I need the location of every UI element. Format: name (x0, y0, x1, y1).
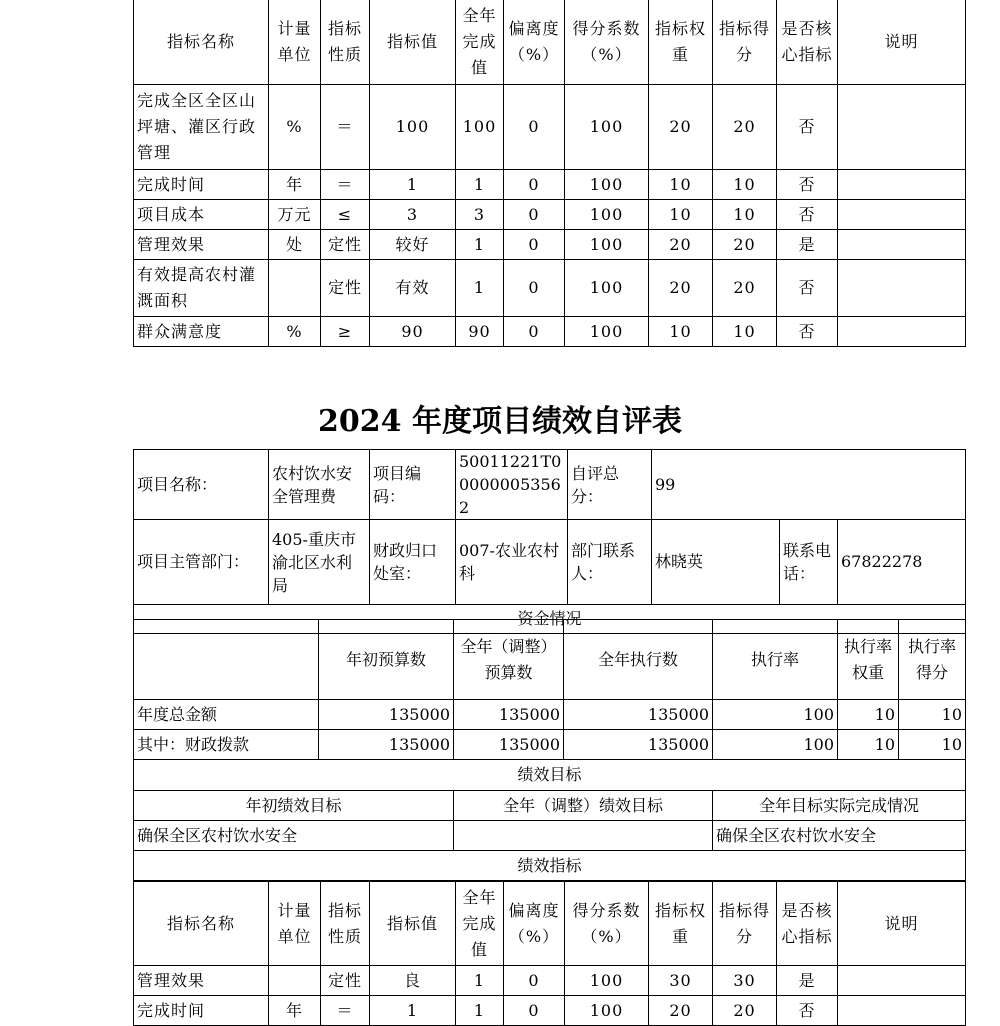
indicator-nature: 定性 (321, 230, 370, 260)
indicator-name: 完成时间 (134, 170, 269, 200)
indicator-weight: 10 (649, 317, 713, 347)
header-core: 是否核心指标 (777, 0, 838, 85)
header-done: 全年完成值 (456, 882, 504, 966)
indicator-value: 1 (370, 170, 456, 200)
indicator-unit: % (269, 85, 321, 170)
indicator-coef: 100 (565, 85, 649, 170)
funds-section-title: 资金情况 (134, 605, 966, 634)
contact-value: 林晓英 (652, 520, 780, 605)
indicator-score: 20 (713, 230, 777, 260)
header-score: 指标得分 (713, 0, 777, 85)
header-nature: 指标性质 (321, 882, 370, 966)
table-row (134, 200, 966, 230)
indicator-value: 1 (370, 996, 456, 1026)
indicator-nature: ＝ (321, 85, 370, 170)
project-info-table (133, 449, 966, 634)
indicator-note (838, 200, 966, 230)
funds-rate: 100 (713, 700, 838, 730)
header-coef: 得分系数（%） (565, 882, 649, 966)
indicator-core: 是 (777, 230, 838, 260)
goals-adjusted-value (454, 821, 713, 851)
indicator-note (838, 170, 966, 200)
indicator-weight: 30 (649, 966, 713, 996)
funds-adjusted: 135000 (454, 700, 564, 730)
indicator-done: 90 (456, 317, 504, 347)
indicator-done: 1 (456, 170, 504, 200)
indicator-note (838, 966, 966, 996)
indicator-name: 管理效果 (134, 966, 269, 996)
table-row (134, 260, 966, 317)
funds-header-initial: 年初预算数 (319, 620, 454, 700)
funds-adjusted: 135000 (454, 730, 564, 760)
project-code-value: 50011221T000000053562 (456, 450, 568, 520)
indicator-core: 否 (777, 317, 838, 347)
funds-table (133, 619, 966, 760)
indicator-nature: 定性 (321, 966, 370, 996)
indicator-unit: 万元 (269, 200, 321, 230)
indicator-score: 20 (713, 996, 777, 1026)
indicator-note (838, 85, 966, 170)
indicator-core: 否 (777, 85, 838, 170)
table-row (134, 730, 966, 760)
dept-label: 项目主管部门： (134, 520, 269, 605)
indicator-name: 管理效果 (134, 230, 269, 260)
contact-label: 部门联系人： (568, 520, 652, 605)
goals-table (133, 759, 966, 881)
phone-value: 67822278 (838, 520, 966, 605)
header-value: 指标值 (370, 0, 456, 85)
header-indicator-name: 指标名称 (134, 0, 269, 85)
indicator-deviation: 0 (504, 200, 565, 230)
indicator-weight: 20 (649, 996, 713, 1026)
indicator-note (838, 996, 966, 1026)
indicator-unit (269, 260, 321, 317)
funds-initial: 135000 (319, 730, 454, 760)
goals-section-title: 绩效目标 (134, 760, 966, 791)
dept-value: 405-重庆市渝北区水利局 (269, 520, 370, 605)
indicator-table (133, 881, 966, 1026)
indicator-done: 1 (456, 260, 504, 317)
header-unit: 计量单位 (269, 0, 321, 85)
indicator-score: 10 (713, 317, 777, 347)
funds-rate-weight: 10 (838, 730, 899, 760)
table-row (134, 966, 966, 996)
indicator-score: 10 (713, 170, 777, 200)
table-row (134, 996, 966, 1026)
goals-initial-value: 确保全区农村饮水安全 (134, 821, 454, 851)
table-row (134, 85, 966, 170)
funds-rate-score: 10 (899, 730, 966, 760)
indicator-core: 否 (777, 170, 838, 200)
indicator-nature: ≥ (321, 317, 370, 347)
self-score-label: 自评总分： (568, 450, 652, 520)
goals-actual-label: 全年目标实际完成情况 (713, 791, 966, 821)
header-deviation: 偏离度（%） (504, 882, 565, 966)
indicator-header-row (134, 0, 966, 85)
header-indicator-name: 指标名称 (134, 882, 269, 966)
indicator-score: 20 (713, 260, 777, 317)
header-weight: 指标权重 (649, 882, 713, 966)
indicator-core: 否 (777, 200, 838, 230)
indicator-unit: 处 (269, 230, 321, 260)
funds-header-rate-weight: 执行率权重 (838, 620, 899, 700)
goals-actual-value: 确保全区农村饮水安全 (713, 821, 966, 851)
indicator-nature: ≤ (321, 200, 370, 230)
indicator-deviation: 0 (504, 85, 565, 170)
funds-rate: 100 (713, 730, 838, 760)
indicator-score: 20 (713, 85, 777, 170)
indicator-deviation: 0 (504, 170, 565, 200)
indicator-name: 项目成本 (134, 200, 269, 230)
indicator-deviation: 0 (504, 317, 565, 347)
project-name-value: 农村饮水安全管理费 (269, 450, 370, 520)
finance-office-label: 财政归口处室： (370, 520, 456, 605)
funds-header-executed: 全年执行数 (564, 620, 713, 700)
indicator-note (838, 317, 966, 347)
indicator-core: 否 (777, 996, 838, 1026)
indicator-name: 完成全区全区山坪塘、灌区行政管理 (134, 85, 269, 170)
header-score: 指标得分 (713, 882, 777, 966)
page-title: 2024 年度项目绩效自评表 (318, 404, 682, 439)
indicator-value: 3 (370, 200, 456, 230)
header-deviation: 偏离度（%） (504, 0, 565, 85)
indicator-coef: 100 (565, 260, 649, 317)
indicator-done: 1 (456, 230, 504, 260)
header-core: 是否核心指标 (777, 882, 838, 966)
funds-header-rate-score: 执行率得分 (899, 620, 966, 700)
funds-rate-score: 10 (899, 700, 966, 730)
indicator-weight: 10 (649, 170, 713, 200)
header-value: 指标值 (370, 882, 456, 966)
indicator-note (838, 230, 966, 260)
indicator-score: 30 (713, 966, 777, 996)
indicator-done: 1 (456, 996, 504, 1026)
indicator-core: 否 (777, 260, 838, 317)
indicator-note (838, 260, 966, 317)
indicator-score: 10 (713, 200, 777, 230)
indicator-coef: 100 (565, 966, 649, 996)
indicator-deviation: 0 (504, 966, 565, 996)
self-score-value: 99 (652, 450, 966, 520)
indicator-nature: 定性 (321, 260, 370, 317)
indicator-unit: 年 (269, 170, 321, 200)
indicator-value: 较好 (370, 230, 456, 260)
funds-initial: 135000 (319, 700, 454, 730)
indicator-weight: 10 (649, 200, 713, 230)
indicator-name: 完成时间 (134, 996, 269, 1026)
indicator-done: 1 (456, 966, 504, 996)
header-weight: 指标权重 (649, 0, 713, 85)
indicator-done: 3 (456, 200, 504, 230)
funds-rate-weight: 10 (838, 700, 899, 730)
finance-office-value: 007-农业农村科 (456, 520, 568, 605)
indicator-unit: 年 (269, 996, 321, 1026)
funds-row-label: 年度总金额 (134, 700, 319, 730)
header-unit: 计量单位 (269, 882, 321, 966)
indicator-done: 100 (456, 85, 504, 170)
goals-initial-label: 年初绩效目标 (134, 791, 454, 821)
indicator-value: 良 (370, 966, 456, 996)
funds-row-label: 其中：财政拨款 (134, 730, 319, 760)
indicator-deviation: 0 (504, 260, 565, 317)
indicator-coef: 100 (565, 230, 649, 260)
funds-header-row (134, 620, 966, 700)
indicator-coef: 100 (565, 996, 649, 1026)
indicator-name: 群众满意度 (134, 317, 269, 347)
indicator-coef: 100 (565, 200, 649, 230)
indicator-nature: ＝ (321, 170, 370, 200)
goals-adjusted-label: 全年（调整）绩效目标 (454, 791, 713, 821)
header-done: 全年完成值 (456, 0, 504, 85)
funds-header-adjusted: 全年（调整）预算数 (454, 620, 564, 700)
indicator-coef: 100 (565, 317, 649, 347)
indicator-value: 有效 (370, 260, 456, 317)
funds-header-blank (134, 620, 319, 700)
indicator-nature: ＝ (321, 996, 370, 1026)
table-row (134, 170, 966, 200)
indicator-weight: 20 (649, 85, 713, 170)
project-code-label: 项目编码： (370, 450, 456, 520)
indicators-section-title: 绩效指标 (134, 851, 966, 881)
indicator-deviation: 0 (504, 230, 565, 260)
phone-label: 联系电话： (780, 520, 838, 605)
table-row (134, 700, 966, 730)
indicator-value: 100 (370, 85, 456, 170)
funds-header-rate: 执行率 (713, 620, 838, 700)
indicator-coef: 100 (565, 170, 649, 200)
header-coef: 得分系数（%） (565, 0, 649, 85)
table-row (134, 230, 966, 260)
indicator-name: 有效提高农村灌溉面积 (134, 260, 269, 317)
indicator-deviation: 0 (504, 996, 565, 1026)
funds-executed: 135000 (564, 700, 713, 730)
funds-executed: 135000 (564, 730, 713, 760)
indicator-value: 90 (370, 317, 456, 347)
header-note: 说明 (838, 882, 966, 966)
indicator-unit: % (269, 317, 321, 347)
indicator-weight: 20 (649, 230, 713, 260)
header-note: 说明 (838, 0, 966, 85)
table-row (134, 317, 966, 347)
indicator-unit (269, 966, 321, 996)
indicator-weight: 20 (649, 260, 713, 317)
indicator-header-row (134, 882, 966, 966)
indicator-table-previous (133, 0, 966, 347)
header-nature: 指标性质 (321, 0, 370, 85)
project-name-label: 项目名称： (134, 450, 269, 520)
indicator-core: 是 (777, 966, 838, 996)
